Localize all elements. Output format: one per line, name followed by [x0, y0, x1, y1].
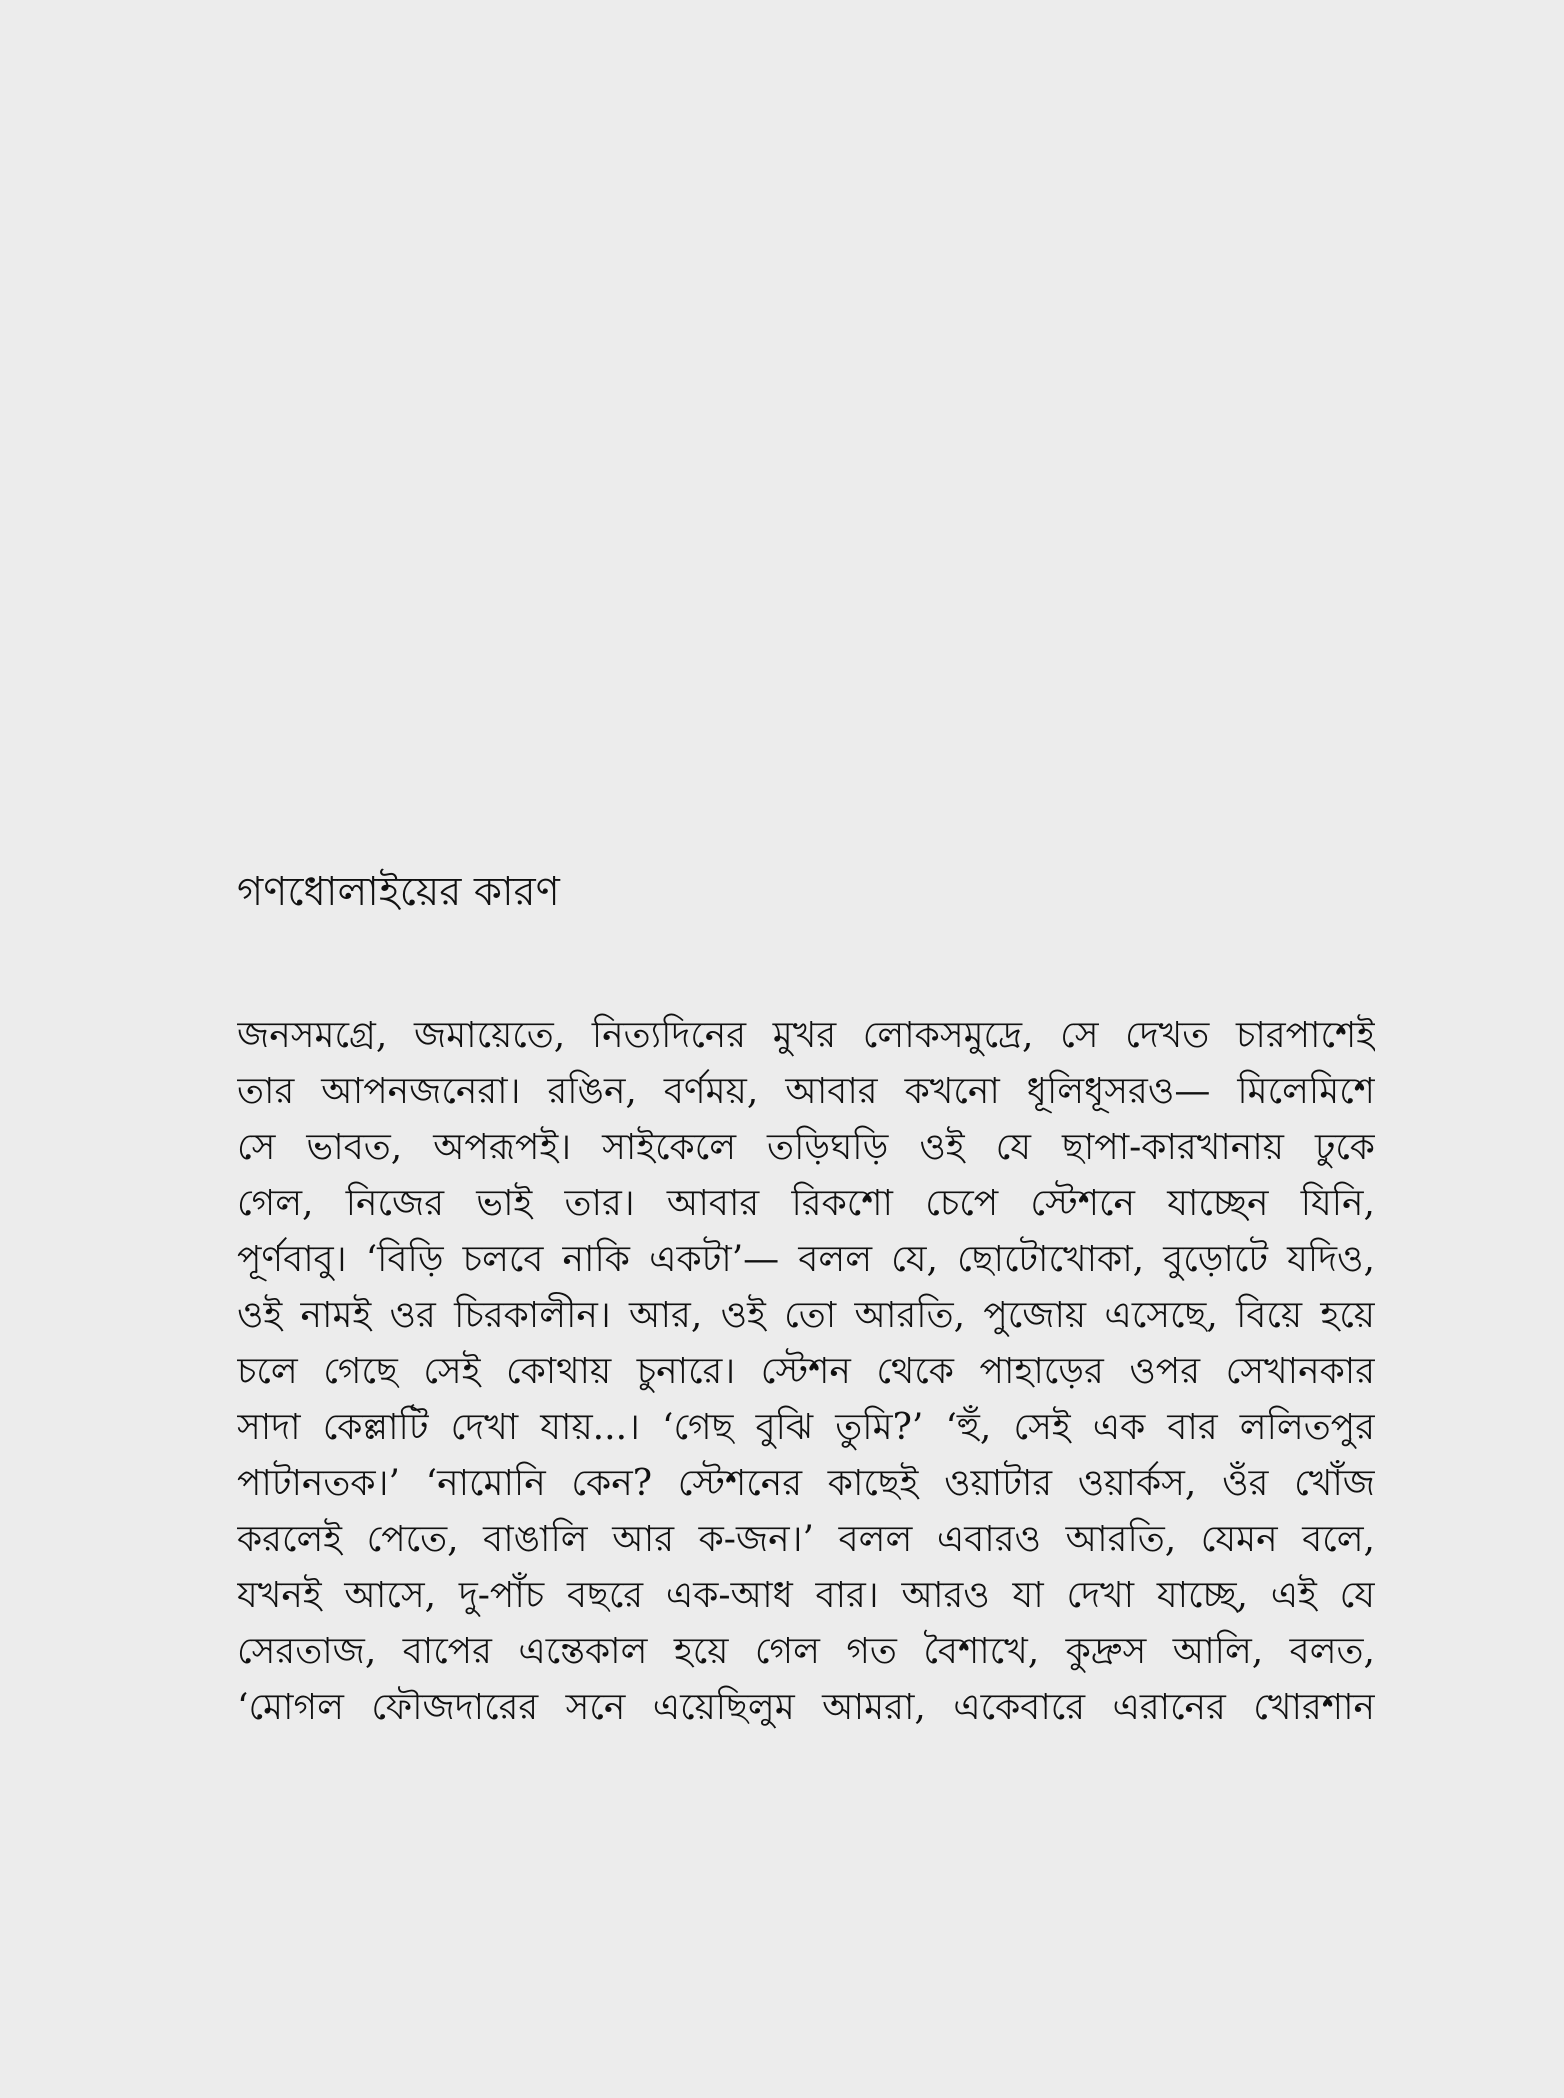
text-line: জনসমগ্রে, জমায়েতে, নিত্যদিনের মুখর লোকসমুদ্রে, সে দেখত চারপাশেই: [237, 1015, 1375, 1056]
text-line: গেল, নিজের ভাই তার। আবার রিকশো চেপে স্টেশনে যাচ্ছেন যিনি,: [237, 1183, 1375, 1224]
text-line: করলেই পেতে, বাঙালি আর ক-জন।’ বলল এবারও আরতি, যেমন বলে,: [237, 1519, 1375, 1560]
text-line: পাটানতক।’ ‘নামোনি কেন? স্টেশনের কাছেই ওয়াটার ওয়ার্কস, ওঁর খোঁজ: [237, 1463, 1375, 1504]
text-line: চলে গেছে সেই কোথায় চুনারে। স্টেশন থেকে পাহাড়ের ওপর সেখানকার: [237, 1351, 1375, 1392]
text-line: পূর্ণবাবু। ‘বিড়ি চলবে নাকি একটা’— বলল যে, ছোটোখোকা, বুড়োটে যদিও,: [237, 1239, 1375, 1280]
text-line: সাদা কেল্লাটি দেখা যায়...। ‘গেছ বুঝি তুমি?’ ‘হুঁ, সেই এক বার ললিতপুর: [237, 1407, 1375, 1448]
text-line: তার আপনজনেরা। রঙিন, বর্ণময়, আবার কখনো ধূলিধূসরও— মিলেমিশে: [237, 1071, 1375, 1112]
body-paragraph: [237, 1008, 1375, 1736]
text-line: ‘মোগল ফৌজদারের সনে এয়েছিলুম আমরা, একেবারে এরানের খোরশান: [237, 1687, 1375, 1728]
text-line: সেরতাজ, বাপের এন্তেকাল হয়ে গেল গত বৈশাখে, কুদ্রুস আলি, বলত,: [237, 1631, 1375, 1672]
chapter-title: গণধোলাইয়ের কারণ: [237, 869, 560, 915]
text-line: সে ভাবত, অপরূপই। সাইকেলে তড়িঘড়ি ওই যে ছাপা-কারখানায় ঢুকে: [237, 1127, 1375, 1168]
text-line: ওই নামই ওর চিরকালীন। আর, ওই তো আরতি, পুজোয় এসেছে, বিয়ে হয়ে: [237, 1295, 1375, 1336]
text-line: যখনই আসে, দু-পাঁচ বছরে এক-আধ বার। আরও যা দেখা যাচ্ছে, এই যে: [237, 1575, 1375, 1616]
